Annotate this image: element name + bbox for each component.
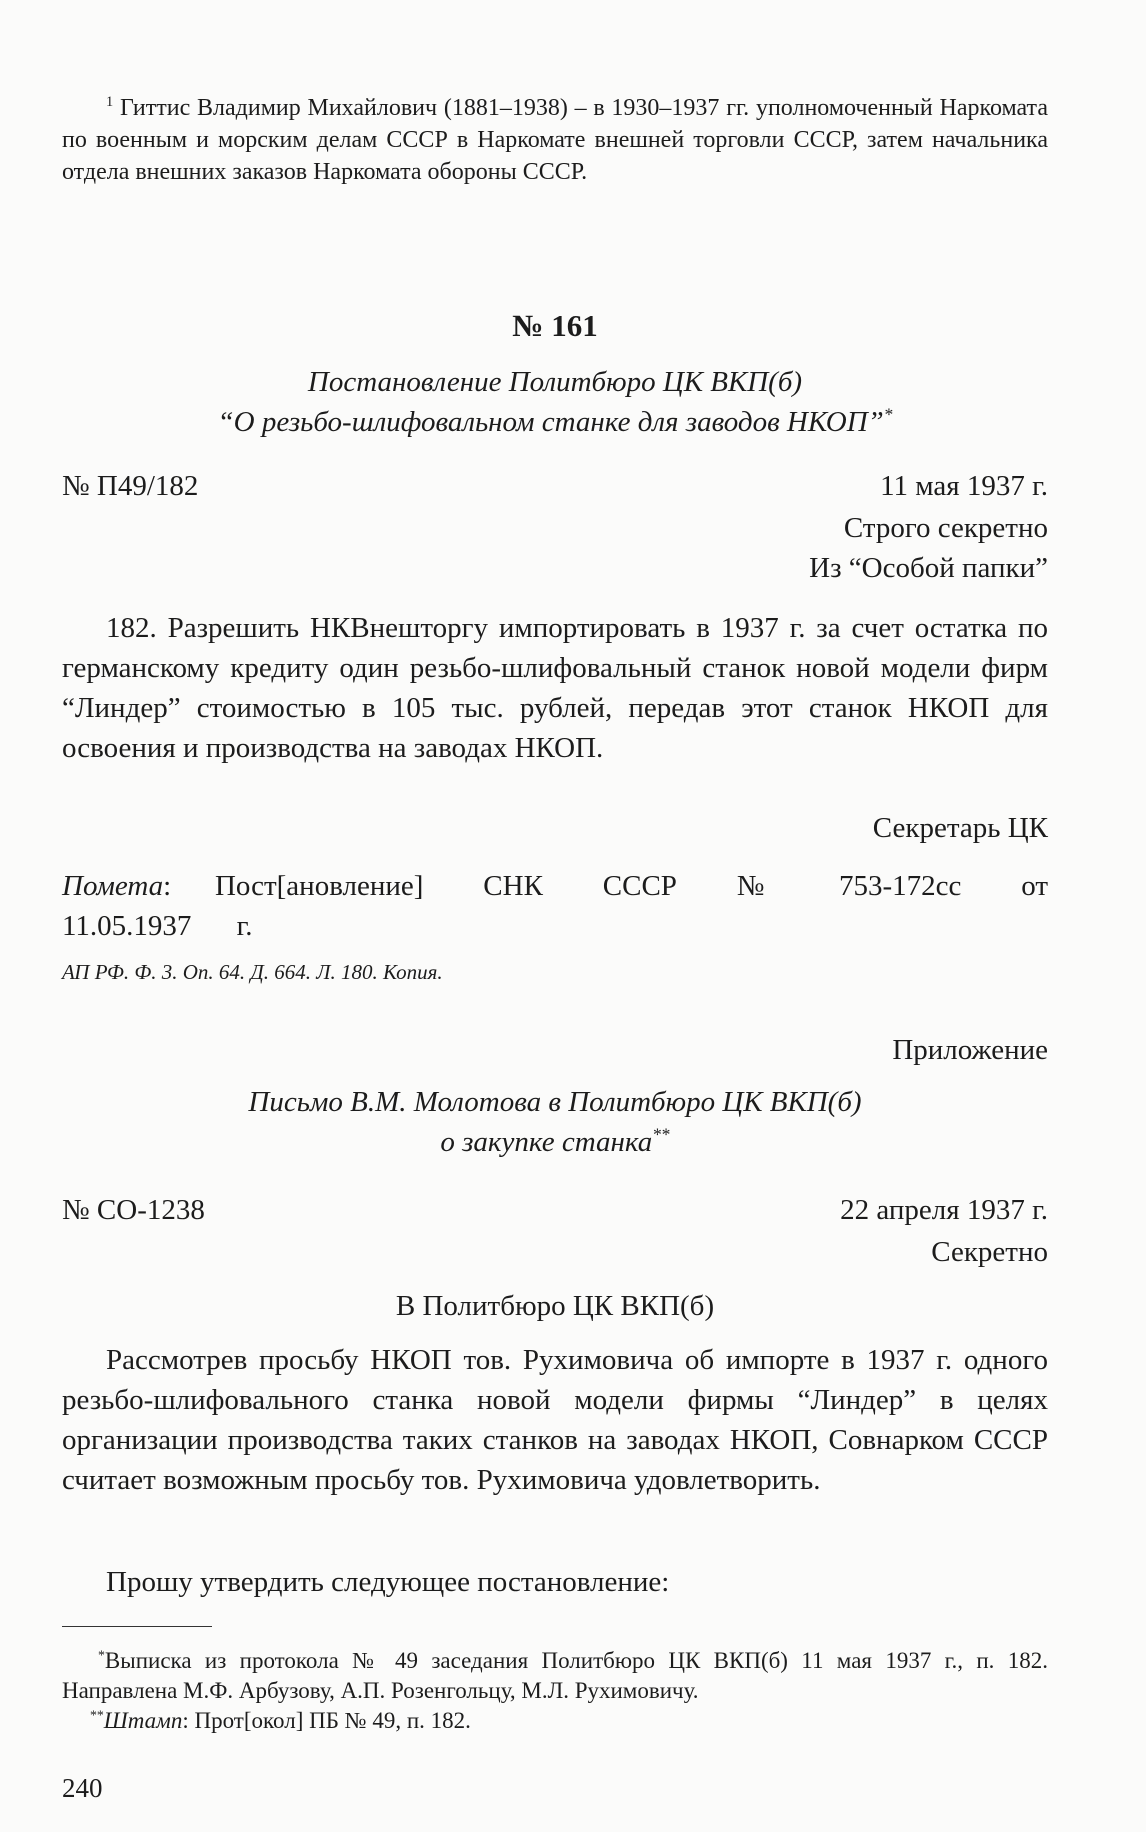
annotation: Помета: Пост[ановление] СНК СССР № 753-172сс от 11.05.1937 г. [62,870,1048,942]
title-line: Письмо В.М. Молотова в Политбюро ЦК ВКП(б) [248,1086,862,1118]
annotation-label: Помета [62,870,164,902]
folder-label: Из “Особой папки” [809,552,1048,584]
appendix-header-row [62,1190,1048,1230]
signature: Секретарь ЦК [872,812,1048,844]
footnote-2: **Штамп: Прот[окол] ПБ № 49, п. 182. [90,1707,471,1733]
addressee: В Политбюро ЦК ВКП(б) [395,1290,715,1322]
appendix-classification: Секретно [931,1236,1048,1268]
annotation-text: Пост[ановление] СНК СССР № 753-172сс от 11.05.1937 г. [62,870,1048,942]
document-date: 11 мая 1937 г. [880,470,1048,502]
footnote-text: Прот[окол] ПБ № 49, п. 182. [194,1708,471,1733]
footnote-label: Штамп [103,1708,183,1733]
appendix-label: Приложение [892,1034,1048,1066]
footnote-divider [62,1626,212,1627]
resolution-body: 182. Разрешить НКВнешторгу импортировать в 1937 г. за счет остатка по германскому кредиту один резьбо-шлифовальный станок новой модели фирм “Линдер” стоимостью в 105 тыс. рублей, передав этот станок НКОП для освоения и производства на заводах НКОП. [62,612,1048,764]
footnote-1 [62,1646,1048,1706]
footnote-text: Гиттис Владимир Михайлович (1881–1938) – в 1930–1937 гг. уполномоченный Наркомата по военным и морским делам СССР в Наркомате внешней торговли СССР, затем начальника отдела внешних заказов Наркомата обороны СССР. [62,95,1048,185]
document-title [62,362,1048,442]
appendix-ref: № СО-1238 [62,1194,205,1226]
document-ref: № П49/182 [62,470,199,502]
archive-source: АП РФ. Ф. 3. Оп. 64. Д. 664. Л. 180. Копия. [62,960,443,984]
classification: Строго секретно [843,512,1048,544]
page-number: 240 [62,1773,103,1803]
letter-body: Рассмотрев просьбу НКОП тов. Рухимовича об импорте в 1937 г. одного резьбо-шлифовального станка новой модели фирмы “Линдер” в целях организации производства таких станков на заводах НКОП, Совнарком СССР считает возможным просьбу тов. Рухимовича удовлетворить. [62,1344,1048,1496]
appendix-title [62,1082,1048,1162]
title-line: “О резьбо-шлифовальном станке для заводов НКОП” [217,406,884,438]
title-line: Постановление Политбюро ЦК ВКП(б) [307,366,803,398]
top-footnote [62,92,1048,188]
title-line: о закупке станка [440,1126,653,1158]
footnote-marker: ** [652,1124,670,1145]
footnote-marker: ** [90,1707,104,1723]
document-number: № 161 [512,308,598,343]
footnote-text: Выписка из протокола № 49 заседания Политбюро ЦК ВКП(б) 11 мая 1937 г., п. 182. Направлена М.Ф. Арбузову, А.П. Розенгольцу, М.Л. Рухимовичу. [62,1648,1048,1703]
footnote-marker: * [883,404,893,425]
letter-request: Прошу утвердить следующее постановление: [106,1566,670,1598]
footnote-marker: * [98,1647,105,1663]
footnote-marker: 1 [106,94,114,110]
document-header-row [62,466,1048,506]
appendix-date: 22 апреля 1937 г. [840,1194,1048,1226]
